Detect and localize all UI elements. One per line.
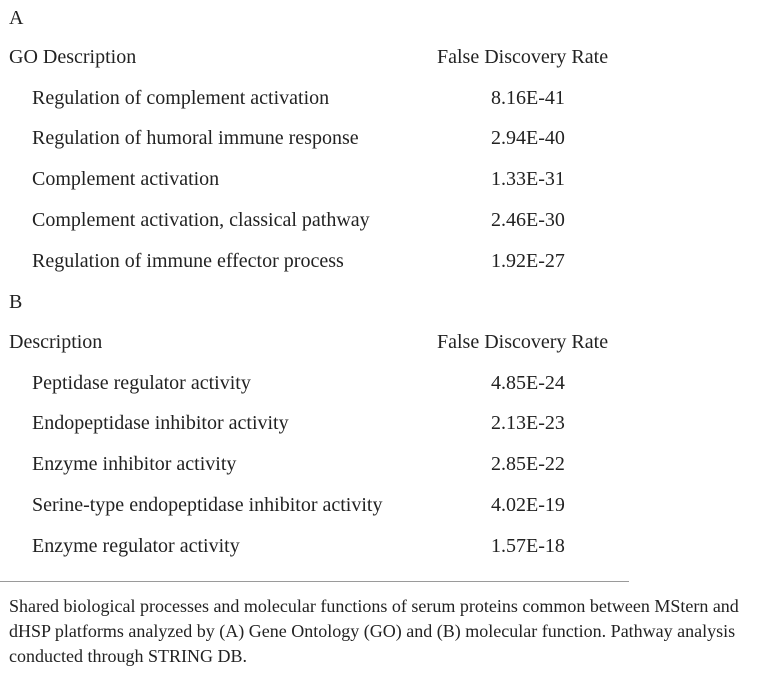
table-row: [0, 83, 660, 113]
section-a-description-header: GO Description: [9, 46, 137, 68]
row-description: Endopeptidase inhibitor activity: [32, 412, 289, 434]
row-description: Complement activation: [32, 168, 220, 190]
row-fdr-value: 2.13E-23: [491, 412, 565, 434]
row-description: Regulation of humoral immune response: [32, 127, 359, 149]
row-description: Serine-type endopeptidase inhibitor activity: [32, 494, 383, 516]
row-fdr-value: 1.33E-31: [491, 168, 565, 190]
section-a-header-row: [0, 42, 660, 72]
row-fdr-value: 2.46E-30: [491, 209, 565, 231]
table-footer-divider: [0, 581, 629, 582]
row-fdr-value: 1.57E-18: [491, 535, 565, 557]
table-row: [0, 368, 660, 398]
row-fdr-value: 8.16E-41: [491, 87, 565, 109]
table-row: [0, 408, 660, 438]
row-description: Enzyme regulator activity: [32, 535, 240, 557]
table-row: [0, 164, 660, 194]
row-fdr-value: 1.92E-27: [491, 250, 565, 272]
section-b-label: B: [9, 291, 23, 313]
section-b-header-row: [0, 327, 660, 357]
table-row: [0, 449, 660, 479]
row-description: Regulation of immune effector process: [32, 250, 344, 272]
row-fdr-value: 4.85E-24: [491, 372, 565, 394]
row-fdr-value: 4.02E-19: [491, 494, 565, 516]
table-row: [0, 246, 660, 276]
section-b-description-header: Description: [9, 331, 103, 353]
table-row: [0, 205, 660, 235]
table-row: [0, 531, 660, 561]
table-caption: Shared biological processes and molecular functions of serum proteins common between MStern and dHSP platforms analyzed by (A) Gene Ontology (GO) and (B) molecular function. Pathway analysis conducted through STRING DB.: [9, 596, 739, 666]
row-description: Enzyme inhibitor activity: [32, 453, 237, 475]
row-fdr-value: 2.85E-22: [491, 453, 565, 475]
table-row: [0, 490, 660, 520]
section-a-fdr-header: False Discovery Rate: [437, 46, 609, 68]
row-description: Peptidase regulator activity: [32, 372, 251, 394]
row-fdr-value: 2.94E-40: [491, 127, 565, 149]
section-a-label: A: [9, 7, 24, 29]
section-b-fdr-header: False Discovery Rate: [437, 331, 609, 353]
table-row: [0, 123, 660, 153]
row-description: Complement activation, classical pathway: [32, 209, 370, 231]
row-description: Regulation of complement activation: [32, 87, 330, 109]
